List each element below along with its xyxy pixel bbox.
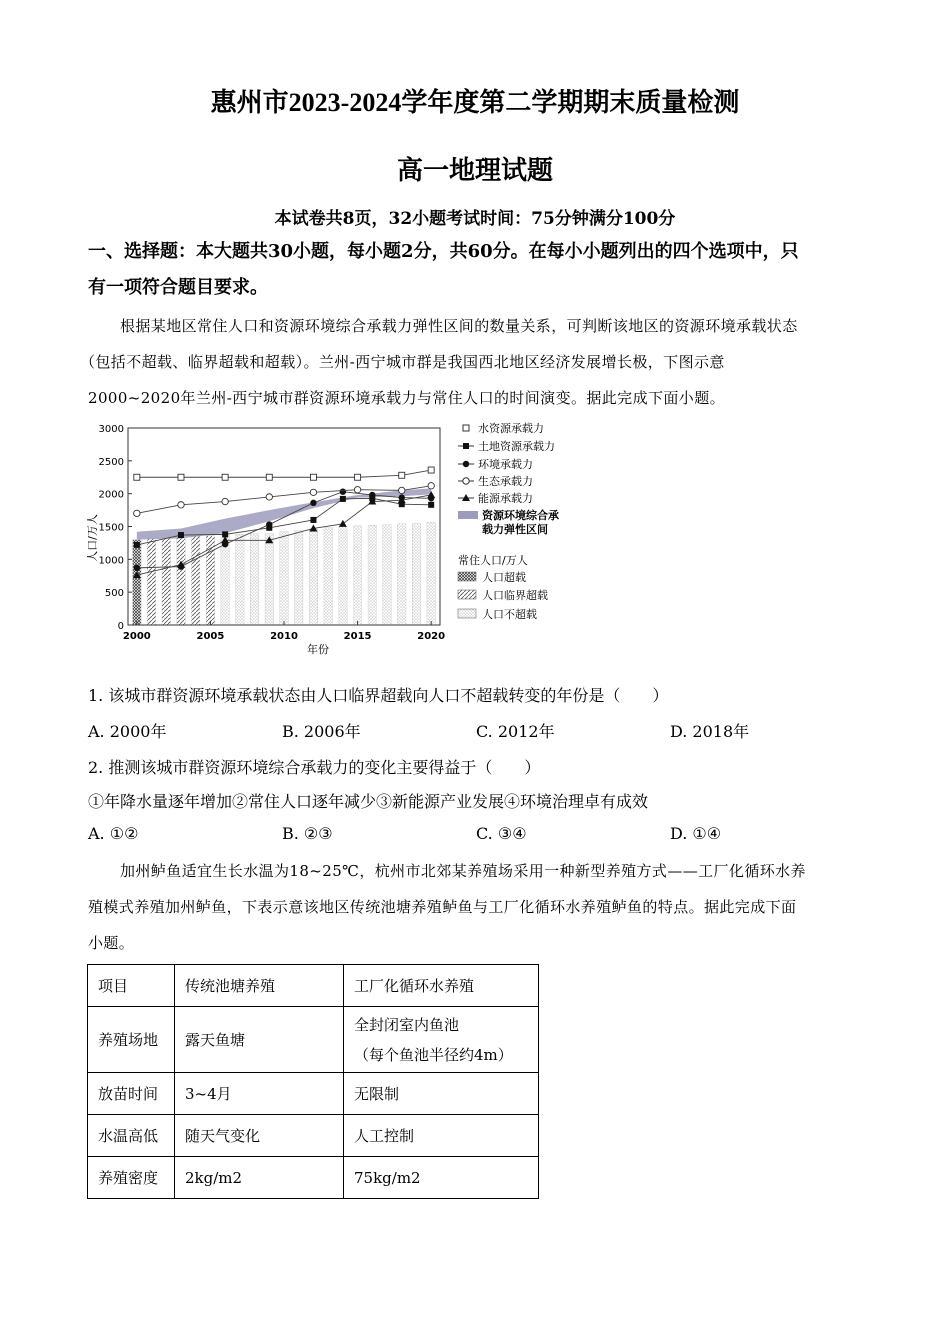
population-bar xyxy=(412,523,421,625)
population-bar xyxy=(250,534,259,625)
passage2-line3: 小题。 xyxy=(88,934,135,952)
question-1-stem: 1. 该城市群资源环境承载状态由人口临界超载向人口不超载转变的年份是（ ） xyxy=(88,686,669,705)
population-bar xyxy=(397,524,406,625)
x-tick-label: 2005 xyxy=(196,631,225,642)
q1-option-c[interactable]: C. 2012年 xyxy=(476,722,555,741)
section1-line1: 一、选择题：本大题共30小题，每小题2分，共60分。在每小小题列出的四个选项中，只 xyxy=(88,241,799,262)
land-marker xyxy=(310,517,316,523)
population-bar xyxy=(339,527,348,626)
table-cell: 3~4月 xyxy=(175,1073,344,1115)
fish-farming-table xyxy=(87,964,539,1199)
table-cell: 2kg/m2 xyxy=(175,1157,344,1199)
eco-marker xyxy=(134,510,140,516)
table-header-row xyxy=(88,965,539,1007)
legend-pop-over: 人口超载 xyxy=(482,571,526,584)
eco-marker xyxy=(310,489,316,495)
table-cell: 养殖密度 xyxy=(88,1157,175,1199)
table-cell: 养殖场地 xyxy=(88,1007,175,1073)
legend-band-line2: 载力弹性区间 xyxy=(482,523,548,536)
table-cell: 露天鱼塘 xyxy=(175,1007,344,1073)
table-cell: 75kg/m2 xyxy=(344,1157,539,1199)
population-bar xyxy=(162,538,171,625)
population-bar xyxy=(324,528,333,625)
passage2-line2: 殖模式养殖加州鲈鱼，下表示意该地区传统池塘养殖鲈鱼与工厂化循环水养殖鲈鱼的特点。据此完成下面 xyxy=(88,898,797,916)
table-header-cell: 工厂化循环水养殖 xyxy=(344,965,539,1007)
env-marker xyxy=(266,521,272,527)
question-2-stem: 2. 推测该城市群资源环境综合承载力的变化主要得益于（ ） xyxy=(88,758,541,777)
y-axis-label: 人口/万人 xyxy=(86,514,99,562)
y-tick-label: 2000 xyxy=(98,489,124,501)
water-marker xyxy=(222,474,228,480)
y-tick-label: 3000 xyxy=(98,424,124,435)
section1-instructions xyxy=(88,234,868,306)
eco-marker xyxy=(178,502,184,508)
x-tick-label: 2000 xyxy=(122,631,151,642)
population-bar xyxy=(221,535,230,625)
exam-info: 本试卷共8页，32小题考试时间：75分钟满分100分 xyxy=(274,209,676,229)
energy-marker xyxy=(339,520,347,527)
y-tick-label: 500 xyxy=(104,588,124,600)
env-marker xyxy=(340,488,346,494)
table-cell: 人工控制 xyxy=(344,1115,539,1157)
q1-option-d[interactable]: D. 2018年 xyxy=(670,722,750,741)
land-marker xyxy=(428,502,434,508)
table-row xyxy=(88,1115,539,1157)
legend-land-marker xyxy=(463,443,469,449)
water-marker xyxy=(355,474,361,480)
population-bar xyxy=(236,534,245,625)
env-marker xyxy=(134,565,140,571)
population-bar xyxy=(294,530,303,625)
legend-water-marker xyxy=(463,425,469,431)
q1-option-a[interactable]: A. 2000年 xyxy=(88,722,167,741)
legend-pop-safe-swatch xyxy=(458,609,476,618)
passage2 xyxy=(88,853,868,961)
eco-marker xyxy=(428,483,434,489)
chart-legend xyxy=(458,421,559,621)
legend-pop-title: 常住人口/万人 xyxy=(458,554,528,567)
section1-line2: 有一项符合题目要求。 xyxy=(88,277,268,298)
legend-band-swatch xyxy=(458,511,478,519)
table-row xyxy=(88,1157,539,1199)
y-tick-label: 1500 xyxy=(98,522,124,534)
legend-pop-safe: 人口不超载 xyxy=(482,608,537,621)
population-bar xyxy=(309,529,318,625)
population-bar xyxy=(206,536,215,625)
population-bar xyxy=(265,533,274,625)
exam-subject: 高一地理试题 xyxy=(396,156,553,186)
water-marker xyxy=(178,474,184,480)
passage2-line1: 加州鲈鱼适宜生长水温为18~25℃，杭州市北郊某养殖场采用一种新型养殖方式——工厂化循环水养 xyxy=(120,862,806,880)
x-axis-label: 年份 xyxy=(307,643,329,656)
population-bar xyxy=(368,525,377,625)
table-cell: 水温高低 xyxy=(88,1115,175,1157)
eco-marker xyxy=(222,498,228,504)
q2-option-a[interactable]: A. ①② xyxy=(88,824,139,843)
legend-eco: 生态承载力 xyxy=(478,475,533,488)
eco-marker xyxy=(266,494,272,500)
population-bar xyxy=(177,537,186,625)
land-marker xyxy=(134,542,140,548)
land-marker xyxy=(340,496,346,502)
x-tick-label: 2015 xyxy=(343,631,372,642)
table-cell-line: （每个鱼池半径约4m） xyxy=(354,1045,513,1064)
passage1-line1: 根据某地区常住人口和资源环境综合承载力弹性区间的数量关系，可判断该地区的资源环境承载状态 xyxy=(120,317,798,335)
water-marker xyxy=(310,474,316,480)
water-marker xyxy=(266,474,272,480)
q1-option-b[interactable]: B. 2006年 xyxy=(282,722,361,741)
legend-band-line1: 资源环境综合承 xyxy=(482,509,559,522)
table-cell: 放苗时间 xyxy=(88,1073,175,1115)
legend-energy: 能源承载力 xyxy=(478,492,533,505)
legend-env-marker xyxy=(463,461,469,467)
population-bar xyxy=(353,526,362,625)
legend-pop-critical-swatch xyxy=(458,590,476,599)
exam-title: 惠州市2023-2024学年度第二学期期末质量检测 xyxy=(210,88,740,117)
population-bar xyxy=(191,536,200,625)
x-tick-label: 2010 xyxy=(270,631,298,642)
table-cell: 随天气变化 xyxy=(175,1115,344,1157)
y-tick-label: 0 xyxy=(117,621,124,632)
population-bar xyxy=(280,532,289,625)
env-marker xyxy=(369,492,375,498)
legend-pop-over-swatch xyxy=(458,572,476,581)
q2-option-d[interactable]: D. ①④ xyxy=(670,824,722,843)
table-header-cell: 项目 xyxy=(88,965,175,1007)
table-row xyxy=(88,1007,539,1073)
carrying-capacity-chart xyxy=(88,420,588,660)
table-cell-line: 全封闭室内鱼池 xyxy=(354,1015,460,1034)
legend-eco-marker xyxy=(463,478,469,484)
y-tick-label: 1000 xyxy=(98,555,124,567)
legend-water: 水资源承载力 xyxy=(478,422,544,435)
population-bar xyxy=(133,540,142,625)
legend-land: 土地资源承载力 xyxy=(478,440,555,453)
table-cell: 无限制 xyxy=(344,1073,539,1115)
legend-pop-critical: 人口临界超载 xyxy=(482,589,548,602)
q2-option-c[interactable]: C. ③④ xyxy=(476,824,527,843)
x-tick-label: 2020 xyxy=(417,631,446,642)
water-marker xyxy=(399,472,405,478)
population-bar xyxy=(147,538,156,625)
table-header-cell: 传统池塘养殖 xyxy=(175,965,344,1007)
q2-option-b[interactable]: B. ②③ xyxy=(282,824,333,843)
table-cell xyxy=(344,1007,539,1073)
passage1-line3: 2000~2020年兰州-西宁城市群资源环境承载力与常住人口的时间演变。据此完成下面小题。 xyxy=(88,389,725,407)
water-marker xyxy=(428,467,434,473)
land-marker xyxy=(178,532,184,538)
water-marker xyxy=(134,474,140,480)
eco-marker xyxy=(399,487,405,493)
table-row xyxy=(88,1073,539,1115)
env-marker xyxy=(310,500,316,506)
eco-marker xyxy=(354,487,360,493)
y-tick-label: 2500 xyxy=(98,456,124,468)
population-bar xyxy=(427,523,436,625)
passage1-line2: （包括不超载、临界超载和超载）。兰州-西宁城市群是我国西北地区经济发展增长极，下图示意 xyxy=(80,353,725,371)
legend-env: 环境承载力 xyxy=(478,458,533,471)
passage1 xyxy=(80,308,868,416)
population-bar xyxy=(383,525,392,625)
question-2-statements: ①年降水量逐年增加②常住人口逐年减少③新能源产业发展④环境治理卓有成效 xyxy=(88,792,649,811)
